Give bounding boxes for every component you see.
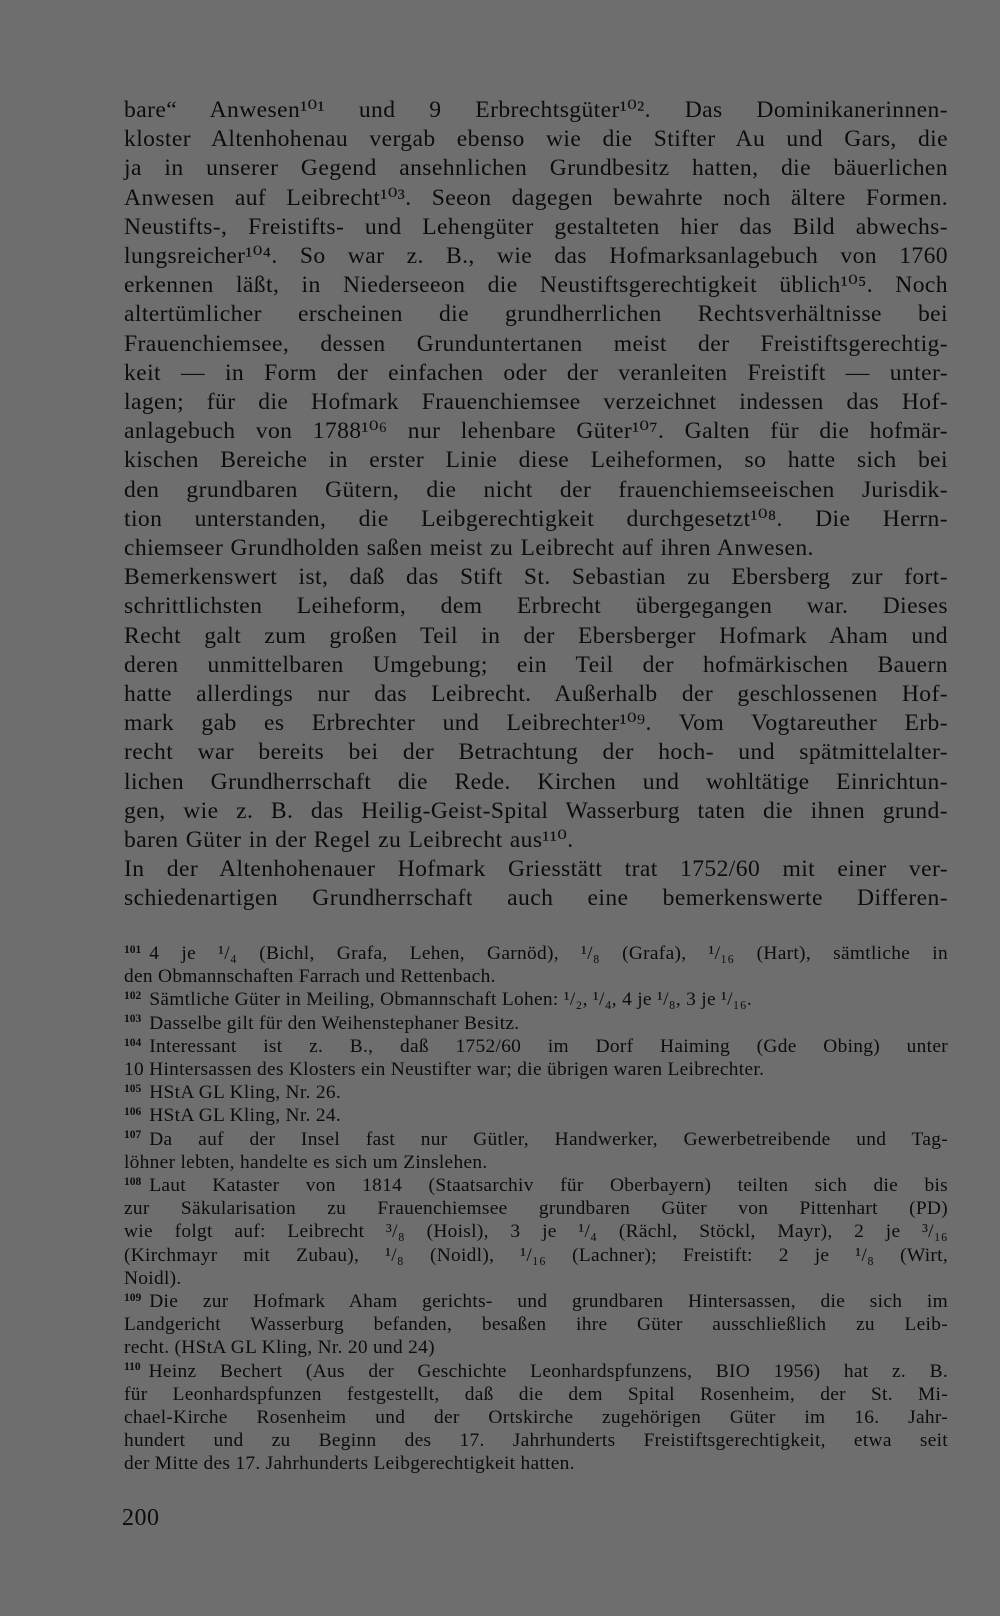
footnote-line xyxy=(124,1220,948,1243)
footnote xyxy=(124,1290,948,1360)
body-line: kischen Bereiche in erster Linie diese Leiheformen, so hatte sich bei xyxy=(124,447,948,474)
footnote-text: (Kirchmayr mit Zubau), ¹/₈ (Noidl), ¹/₁₆ (Lachner); Freistift: 2 je ¹/₈ (Wirt, xyxy=(124,1244,948,1266)
footnote-line xyxy=(124,1151,948,1174)
footnote-text: für Leonhardspfunzen festgestellt, daß die dem Spital Rosenheim, der St. Mi- xyxy=(124,1383,948,1405)
footnote xyxy=(124,1128,948,1174)
body-line: kloster Altenhohenau vergab ebenso wie die Stifter Au und Gars, die xyxy=(124,126,948,153)
footnote-line xyxy=(124,1081,948,1104)
footnote xyxy=(124,942,948,988)
footnote-number: 106 xyxy=(124,1106,142,1119)
footnote-text: hundert und zu Beginn des 17. Jahrhunderts Freistiftsgerechtigkeit, etwa seit xyxy=(124,1430,948,1452)
page-number: 200 xyxy=(122,1505,160,1531)
footnote-line xyxy=(124,942,948,965)
footnote-line xyxy=(124,1197,948,1220)
footnote-number: 104 xyxy=(124,1036,142,1049)
body-line: gen, wie z. B. das Heilig-Geist-Spital Wasserburg taten die ihnen grund- xyxy=(124,797,948,824)
body-line: keit — in Form der einfachen oder der veranleiten Freistift — unter- xyxy=(124,359,948,386)
footnote-text: löhner lebten, handelte es sich um Zinslehen. xyxy=(124,1151,488,1173)
footnote-text: Die zur Hofmark Aham gerichts- und grundbaren Hintersassen, die sich im xyxy=(149,1291,948,1313)
footnote xyxy=(124,988,948,1011)
footnote-line xyxy=(124,1244,948,1267)
footnote-text: Noidl). xyxy=(124,1267,182,1289)
body-line: baren Güter in der Regel zu Leibrecht aus¹¹⁰. xyxy=(124,827,574,854)
body-line: Bemerkenswert ist, daß das Stift St. Sebastian zu Ebersberg zur fort- xyxy=(124,564,948,591)
footnote-text: chael-Kirche Rosenheim und der Ortskirche zugehörigen Güter im 16. Jahr- xyxy=(124,1407,948,1429)
body-line: altertümlicher erscheinen die grundherrlichen Rechtsverhältnisse bei xyxy=(124,301,948,328)
footnote-text: Landgericht Wasserburg befanden, besaßen ihre Güter ausschließlich zu Leib- xyxy=(124,1314,948,1336)
body-line: lichen Grundherrschaft die Rede. Kirchen und wohltätige Einrichtun- xyxy=(124,768,948,795)
footnote-number: 108 xyxy=(124,1175,142,1188)
footnote-line xyxy=(124,1383,948,1406)
body-line: den grundbaren Gütern, die nicht der frauenchiemseeischen Jurisdik- xyxy=(124,476,948,503)
footnote-text: Sämtliche Güter in Meiling, Obmannschaft Lohen: ¹/₂, ¹/₄, 4 je ¹/₈, 3 je ¹/₁₆. xyxy=(149,989,753,1011)
body-paragraphs xyxy=(124,96,948,914)
footnote-text: den Obmannschaften Farrach und Rettenbach. xyxy=(124,966,496,988)
body-line: Frauenchiemsee, dessen Grunduntertanen meist der Freistiftsgerechtig- xyxy=(124,330,948,357)
body-line: mark gab es Erbrechter und Leibrechter¹⁰⁹. Vom Vogtareuther Erb- xyxy=(124,710,948,737)
footnote-line xyxy=(124,1429,948,1452)
body-line: Recht galt zum großen Teil in der Ebersberger Hofmark Aham und xyxy=(124,622,948,649)
body-line: In der Altenhohenauer Hofmark Griesstätt trat 1752/60 mit einer ver- xyxy=(124,856,948,883)
body-line: hatte allerdings nur das Leibrecht. Außerhalb der geschlossenen Hof- xyxy=(124,681,948,708)
footnote-line xyxy=(124,1058,948,1081)
footnote-text: 4 je ¹/₄ (Bichl, Grafa, Lehen, Garnöd), ¹/₈ (Grafa), ¹/₁₆ (Hart), sämtliche in xyxy=(149,943,948,964)
footnote-text: Da auf der Insel fast nur Gütler, Handwerker, Gewerbetreibende und Tag- xyxy=(149,1128,948,1150)
footnote xyxy=(124,1081,948,1104)
footnote-line xyxy=(124,1313,948,1336)
body-line: erkennen läßt, in Niederseeon die Neustiftsgerechtigkeit üblich¹⁰⁵. Noch xyxy=(124,272,948,299)
footnote-line xyxy=(124,1267,948,1290)
footnote-line xyxy=(124,1035,948,1058)
footnote xyxy=(124,1012,948,1035)
footnote-line xyxy=(124,1406,948,1429)
footnote-text: Laut Kataster von 1814 (Staatsarchiv für Oberbayern) teilten sich die bis xyxy=(149,1175,948,1197)
body-line: chiemseer Grundholden saßen meist zu Leibrecht auf ihren Anwesen. xyxy=(124,535,814,562)
body-line: tion unterstanden, die Leibgerechtigkeit durchgesetzt¹⁰⁸. Die Herrn- xyxy=(124,505,948,532)
body-line: recht war bereits bei der Betrachtung der hoch- und spätmittelalter- xyxy=(124,739,948,766)
body-line: lungsreicher¹⁰⁴. So war z. B., wie das Hofmarksanlagebuch von 1760 xyxy=(124,243,948,270)
body-line: bare“ Anwesen¹⁰¹ und 9 Erbrechtsgüter¹⁰². Das Dominikanerinnen- xyxy=(124,97,948,123)
footnote-line xyxy=(124,1012,948,1035)
footnote-line xyxy=(124,965,948,988)
footnote-number: 105 xyxy=(124,1082,142,1095)
footnote-number: 101 xyxy=(124,943,142,956)
footnote-line xyxy=(124,1360,948,1383)
footnote-text: Dasselbe gilt für den Weihenstephaner Besitz. xyxy=(149,1012,520,1034)
footnote-text: HStA GL Kling, Nr. 26. xyxy=(149,1082,341,1104)
footnote-text: der Mitte des 17. Jahrhunderts Leibgerechtigkeit hatten. xyxy=(124,1453,575,1475)
footnote xyxy=(124,1174,948,1290)
footnote-number: 103 xyxy=(124,1013,142,1026)
footnote-text: Interessant ist z. B., daß 1752/60 im Dorf Haiming (Gde Obing) unter xyxy=(149,1035,948,1057)
footnote-text: zur Säkularisation zu Frauenchiemsee grundbaren Güter von Pittenhart (PD) xyxy=(124,1198,948,1220)
body-line: schiedenartigen Grundherrschaft auch eine bemerkenswerte Differen- xyxy=(124,885,948,912)
footnote xyxy=(124,1035,948,1081)
footnote-number: 110 xyxy=(124,1361,141,1374)
footnote-text: 10 Hintersassen des Klosters ein Neustifter war; die übrigen waren Leibrechter. xyxy=(124,1059,765,1081)
body-line: Anwesen auf Leibrecht¹⁰³. Seeon dagegen bewahrte noch ältere Formen. xyxy=(124,184,948,211)
footnote-line xyxy=(124,988,948,1011)
footnote-text: HStA GL Kling, Nr. 24. xyxy=(149,1105,341,1127)
footnote-text: recht. (HStA GL Kling, Nr. 20 und 24) xyxy=(124,1337,435,1359)
footnote-text: wie folgt auf: Leibrecht ³/₈ (Hoisl), 3 je ¹/₄ (Rächl, Stöckl, Mayr), 2 je ³/₁₆ xyxy=(124,1221,948,1243)
footnote xyxy=(124,1360,948,1476)
footnote-line xyxy=(124,1104,948,1127)
footnotes-section xyxy=(124,942,948,1476)
footnote-line xyxy=(124,1174,948,1197)
body-line: deren unmittelbaren Umgebung; ein Teil der hofmärkischen Bauern xyxy=(124,651,948,678)
footnote-number: 102 xyxy=(124,990,142,1003)
body-line: Neustifts-, Freistifts- und Lehengüter gestalteten hier das Bild abwechs- xyxy=(124,213,948,240)
footnote-number: 109 xyxy=(124,1291,142,1304)
body-line: ja in unserer Gegend ansehnlichen Grundbesitz hatten, die bäuerlichen xyxy=(124,155,948,182)
footnote-line xyxy=(124,1336,948,1359)
footnote-line xyxy=(124,1290,948,1313)
footnote xyxy=(124,1104,948,1127)
footnote-text: Heinz Bechert (Aus der Geschichte Leonhardspfunzens, BIO 1956) hat z. B. xyxy=(148,1360,948,1382)
main-text-block xyxy=(124,96,948,914)
footnote-line xyxy=(124,1452,948,1475)
footnote-line xyxy=(124,1128,948,1151)
body-line: anlagebuch von 1788¹⁰⁶ nur lehenbare Güter¹⁰⁷. Galten für die hofmär- xyxy=(124,418,948,445)
body-line: lagen; für die Hofmark Frauenchiemsee verzeichnet indessen das Hof- xyxy=(124,389,948,416)
body-line: schrittlichsten Leiheform, dem Erbrecht übergegangen war. Dieses xyxy=(124,593,948,620)
footnote-number: 107 xyxy=(124,1129,142,1142)
